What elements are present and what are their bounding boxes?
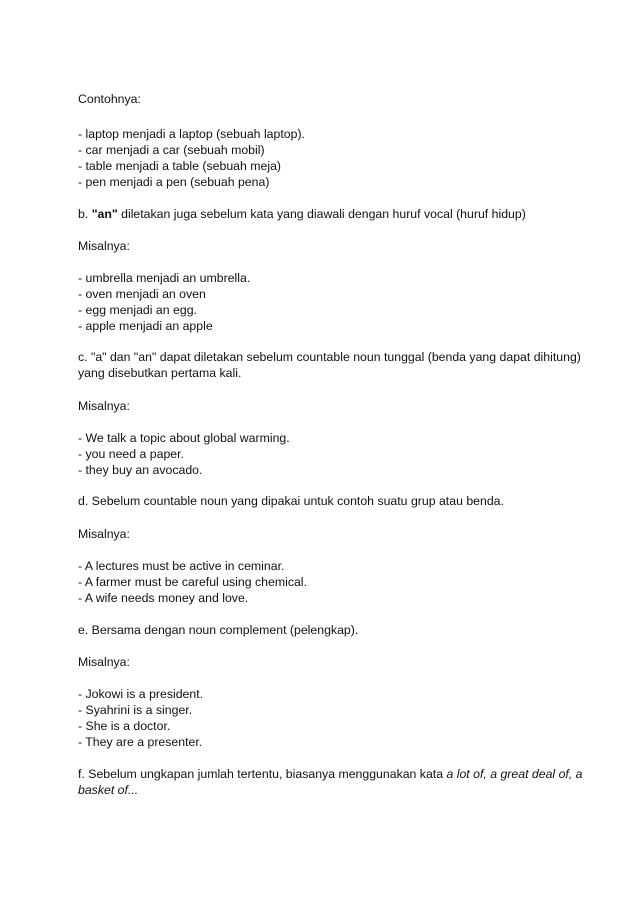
list-item: - They are a presenter. (78, 735, 203, 749)
italic-phrase: a lot of, a great deal of, a (446, 767, 583, 781)
heading-c: Misalnya: (78, 399, 130, 413)
heading-b: Misalnya: (78, 239, 130, 253)
list-item: - A lectures must be active in ceminar. (78, 559, 285, 573)
list-item: - Syahrini is a singer. (78, 703, 193, 717)
list-item: - pen menjadi a pen (sebuah pena) (78, 175, 270, 189)
rule-d-paragraph: d. Sebelum countable noun yang dipakai untuk contoh suatu grup atau benda. (78, 494, 504, 508)
rule-e-paragraph: e. Bersama dengan noun complement (pelengkap). (78, 623, 359, 637)
rule-f-paragraph: f. Sebelum ungkapan jumlah tertentu, biasanya menggunakan kata a lot of, a great deal of, a basket of... (78, 767, 583, 797)
list-item: - umbrella menjadi an umbrella. (78, 271, 251, 285)
list-item: - laptop menjadi a laptop (sebuah laptop). (78, 127, 305, 141)
examples-list-e (78, 686, 578, 750)
examples-list-d (78, 558, 578, 606)
list-item: - oven menjadi an oven (78, 287, 206, 301)
rule-c-paragraph: c. "a" dan "an" dapat diletakan sebelum countable noun tunggal (benda yang dapat dihitung) yang disebutkan pertama kali. (78, 350, 581, 380)
an-term: "an" (91, 207, 118, 221)
list-item: - apple menjadi an apple (78, 319, 213, 333)
list-item: - A wife needs money and love. (78, 591, 249, 605)
list-item: - egg menjadi an egg. (78, 303, 197, 317)
list-item: - She is a doctor. (78, 719, 171, 733)
examples-list-c (78, 430, 578, 478)
examples-list-a (78, 126, 578, 190)
list-item: - they buy an avocado. (78, 463, 203, 477)
rule-b-paragraph: b. "an" diletakan juga sebelum kata yang diawali dengan huruf vocal (huruf hidup) (78, 207, 526, 221)
heading-e: Misalnya: (78, 655, 130, 669)
list-item: - table menjadi a table (sebuah meja) (78, 159, 282, 173)
intro-heading: Contohnya: (78, 92, 141, 106)
list-item: - car menjadi a car (sebuah mobil) (78, 143, 265, 157)
list-item: - Jokowi is a president. (78, 687, 204, 701)
italic-phrase: basket of... (78, 783, 139, 797)
examples-list-b (78, 270, 578, 334)
heading-d: Misalnya: (78, 527, 130, 541)
list-item: - We talk a topic about global warming. (78, 431, 290, 445)
list-item: - A farmer must be careful using chemical. (78, 575, 307, 589)
list-item: - you need a paper. (78, 447, 184, 461)
